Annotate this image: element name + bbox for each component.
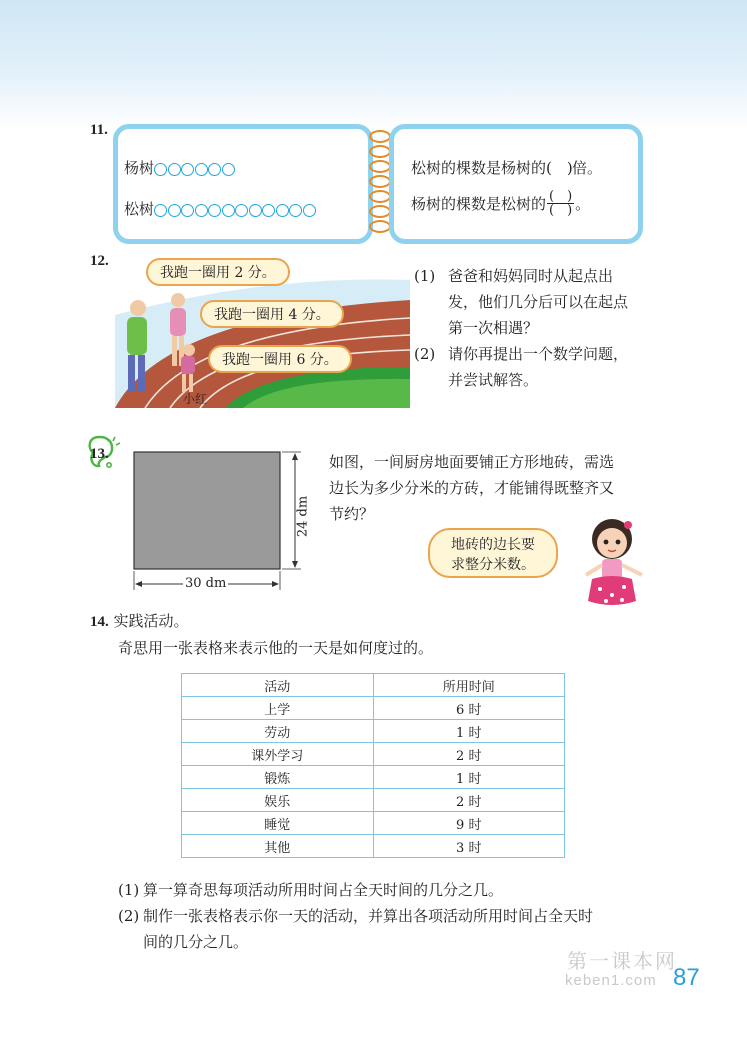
q12-item-marker: (2) xyxy=(414,345,436,363)
q11-question-1 xyxy=(411,157,602,178)
floor-rectangle xyxy=(134,452,280,569)
tree-circle-icon xyxy=(195,163,208,176)
q12-item-line: 爸爸和妈妈同时从起点出 xyxy=(448,267,614,285)
q14-number: 14. xyxy=(90,614,109,630)
speech-bubble-xiaohong: 我跑一圈用 6 分。 xyxy=(208,345,352,373)
tree-circle-icon xyxy=(303,204,316,217)
activity-cell: 其他 xyxy=(182,835,374,858)
girl-figure xyxy=(572,515,657,610)
tree-circle-icon xyxy=(289,204,302,217)
q11-circles-pine xyxy=(154,200,316,218)
table-row xyxy=(182,720,565,743)
q14-intro: 奇思用一张表格来表示他的一天是如何度过的。 xyxy=(118,639,434,657)
q11-q1-blank: ( ) xyxy=(546,159,573,177)
q13-text-line: 边长为多少分米的方砖，才能铺得既整齐又 xyxy=(329,479,615,497)
table-row xyxy=(182,697,565,720)
tree-circle-icon xyxy=(276,204,289,217)
q11-q1-suffix: 倍。 xyxy=(572,159,603,177)
table-header-row xyxy=(182,674,565,697)
q11-row-poplar xyxy=(124,157,235,178)
ring-icon xyxy=(369,190,391,203)
tree-circle-icon xyxy=(181,204,194,217)
ring-icon xyxy=(369,205,391,218)
q13-text-line: 如图，一间厨房地面要铺正方形地砖，需选 xyxy=(329,453,615,471)
time-cell: 3 时 xyxy=(373,835,565,858)
tree-circle-icon xyxy=(208,163,221,176)
q12-number: 12. xyxy=(90,253,109,269)
watermark-title: 第一课本网 xyxy=(567,949,677,973)
speech-bubble-mom: 我跑一圈用 4 分。 xyxy=(200,300,344,328)
q14-item-marker: (2) xyxy=(118,907,140,925)
activity-table xyxy=(181,673,565,858)
q12-item-2 xyxy=(414,341,664,393)
table-row xyxy=(182,766,565,789)
table-body xyxy=(182,697,565,858)
q13-text-line: 节约？ xyxy=(329,505,375,523)
q14-heading xyxy=(90,610,189,631)
time-cell: 9 时 xyxy=(373,812,565,835)
q14-item-line: 算一算奇思每项活动所用时间占全天时间的几分之几。 xyxy=(143,881,504,899)
q11-right-page xyxy=(389,124,643,244)
height-label: 24 dm xyxy=(296,492,311,542)
q11-q2-fraction xyxy=(547,190,574,217)
tree-circle-icon xyxy=(168,204,181,217)
q12-questions xyxy=(414,263,664,393)
q12-item-line: 第一次相遇？ xyxy=(448,319,539,337)
table-header-time: 所用时间 xyxy=(373,674,565,697)
q13-number: 13. xyxy=(90,446,109,462)
tree-circle-icon xyxy=(235,204,248,217)
q11-row-label: 松树 xyxy=(124,200,155,218)
table-row xyxy=(182,835,565,858)
q14-questions xyxy=(118,877,678,955)
activity-cell: 上学 xyxy=(182,697,374,720)
header-band xyxy=(0,0,747,130)
tree-circle-icon xyxy=(222,163,235,176)
ring-icon xyxy=(369,130,391,143)
tree-circle-icon xyxy=(249,204,262,217)
time-cell: 1 时 xyxy=(373,766,565,789)
q12-item-line: 发，他们几分后可以在起点 xyxy=(448,293,629,311)
hint-line: 地砖的边长要 xyxy=(451,537,535,553)
q14-title: 实践活动。 xyxy=(113,612,189,630)
activity-cell: 锻炼 xyxy=(182,766,374,789)
tree-circle-icon xyxy=(154,204,167,217)
activity-cell: 劳动 xyxy=(182,720,374,743)
q11-q2-text: 杨树的棵数是松树的 xyxy=(411,195,547,213)
tree-circle-icon xyxy=(168,163,181,176)
ring-icon xyxy=(369,175,391,188)
tree-circle-icon xyxy=(222,204,235,217)
table-row xyxy=(182,812,565,835)
page-number: 87 xyxy=(673,964,700,991)
activity-cell: 课外学习 xyxy=(182,743,374,766)
ring-icon xyxy=(369,160,391,173)
speech-bubble-dad: 我跑一圈用 2 分。 xyxy=(146,258,290,286)
width-label: 30 dm xyxy=(185,576,227,591)
table-row xyxy=(182,789,565,812)
ring-icon xyxy=(369,220,391,233)
q14-item-line: 间的几分之几。 xyxy=(143,933,249,951)
q11-circles-poplar xyxy=(154,159,235,177)
q11-left-page xyxy=(113,124,373,244)
q12-item-line: 请你再提出一个数学问题， xyxy=(448,345,629,363)
q12-item-marker: (1) xyxy=(414,267,436,285)
q12-item-1 xyxy=(414,263,664,341)
time-cell: 2 时 xyxy=(373,789,565,812)
activity-cell: 睡觉 xyxy=(182,812,374,835)
fraction-denominator: ( ) xyxy=(549,203,573,218)
q11-q1-text: 松树的棵数是杨树的 xyxy=(411,159,547,177)
q11-row-label: 杨树 xyxy=(124,159,155,177)
table-row xyxy=(182,743,565,766)
tree-circle-icon xyxy=(181,163,194,176)
activity-cell: 娱乐 xyxy=(182,789,374,812)
hint-bubble xyxy=(428,528,558,578)
tree-circle-icon xyxy=(208,204,221,217)
tree-circle-icon xyxy=(154,163,167,176)
watermark-url: keben1.com xyxy=(565,972,657,989)
ring-icon xyxy=(369,145,391,158)
q14-item-1 xyxy=(118,877,678,903)
table-header-activity: 活动 xyxy=(182,674,374,697)
time-cell: 1 时 xyxy=(373,720,565,743)
q11-row-pine xyxy=(124,198,316,219)
q11-number: 11. xyxy=(90,122,108,138)
q12-item-line: 并尝试解答。 xyxy=(448,371,539,389)
time-cell: 6 时 xyxy=(373,697,565,720)
tree-circle-icon xyxy=(262,204,275,217)
hint-line: 求整分米数。 xyxy=(451,557,535,573)
q11-q2-suffix: 。 xyxy=(575,195,591,213)
fraction-numerator: ( ) xyxy=(549,189,573,204)
q14-item-line: 制作一张表格表示你一天的活动，并算出各项活动所用时间占全天时 xyxy=(143,907,594,925)
xiaohong-label: 小红 xyxy=(183,392,208,406)
tree-circle-icon xyxy=(195,204,208,217)
q14-item-marker: (1) xyxy=(118,881,140,899)
time-cell: 2 时 xyxy=(373,743,565,766)
q11-question-2 xyxy=(411,190,590,217)
